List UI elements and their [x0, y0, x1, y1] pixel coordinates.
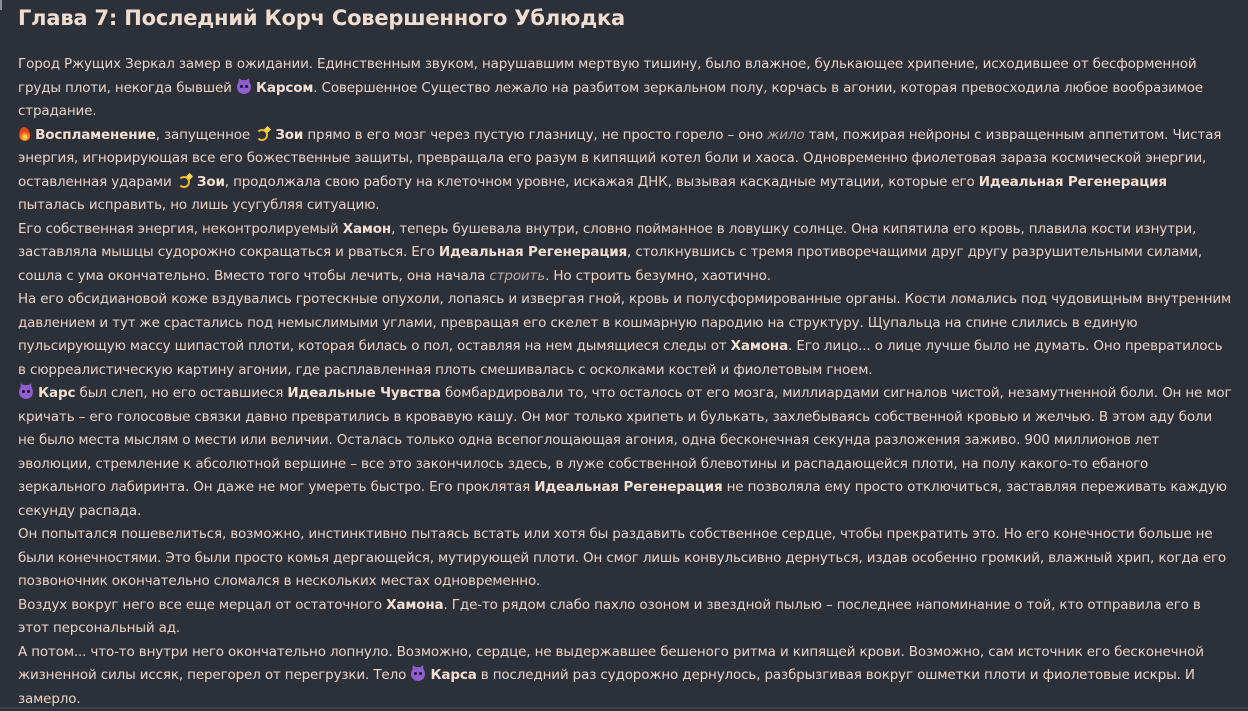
- text-run: пыталась исправить, но лишь усугубляя ситуацию.: [18, 197, 379, 213]
- bold-term: Идеальные Чувства: [287, 385, 440, 401]
- bold-term: Идеальная Регенерация: [979, 174, 1167, 190]
- text-run: прямо в его мозг через пустую глазницу, не просто горело – оно: [303, 127, 767, 143]
- text-run: Его собственная энергия, неконтролируемый: [18, 221, 343, 237]
- paragraph: [18, 288, 1232, 382]
- bold-term: Идеальная Регенерация: [534, 479, 722, 495]
- dizzy-icon: [177, 174, 192, 188]
- text-run: , продолжала свою работу на клеточном уровне, искажая ДНК, вызывая каскадные мутации, которые его: [225, 174, 979, 190]
- text-run: был слеп, но его оставшиеся: [75, 385, 287, 401]
- bold-term: Карса: [430, 667, 476, 683]
- paragraph: [18, 218, 1232, 289]
- text-run: Воздух вокруг него все еще мерцал от остаточного: [18, 597, 386, 613]
- text-run: , теперь бушевала внутри, словно пойманное в ловушку солнце. Она кипятила его кровь, плавила кости изнутри, заставляла мышцы судорожно сокращаться и рваться. Его: [18, 221, 1196, 261]
- bold-term: Карс: [38, 385, 75, 401]
- text-run: не позволяла ему просто отключиться, заставляя переживать каждую секунду распада.: [18, 479, 1227, 519]
- text-run: . Но строить безумно, хаотично.: [545, 268, 771, 284]
- chapter-document: [18, 0, 1232, 711]
- text-run: . Где-то рядом слабо пахло озоном и звездной пылью – последнее напоминание о той, кто отправила его в этот персональный ад.: [18, 597, 1201, 637]
- text-run: , столкнувшись с тремя противоречащими друг другу разрушительными силами, сошла с ума окончательно. Вместо того чтобы лечить, она начала: [18, 244, 1202, 284]
- paragraph: [18, 523, 1232, 594]
- smiling-face-with-horns-icon: [237, 80, 251, 94]
- bold-term: Карсом: [256, 80, 313, 96]
- text-run: , запущенное: [156, 127, 254, 143]
- text-run: бомбардировали то, что осталось от его мозга, миллиардами сигналов чистой, незамутненной боли. Он не мог кричать – его голосовые связки давно превратились в кровавую кашу. Он мог только хрипеть и булькать, захлебываясь собственной кровью и желчью. В этом аду боли не было места мыслям о мести или величии. Осталась только одна всепоглощающая агония, одна бесконечная секунда разложения заживо. 900 миллионов лет эволюции, стремление к абсолютной вершине – все это закончилось здесь, в луже собственной блевотины и распадающейся плоти, на полу какого-то ебаного зеркального лабиринта. Он даже не мог умереть быстро. Его проклятая: [18, 385, 1231, 495]
- bold-term: Хамона: [386, 597, 443, 613]
- chapter-body: [18, 53, 1232, 711]
- paragraph: [18, 641, 1232, 711]
- bold-term: Зои: [197, 174, 225, 190]
- paragraph: [18, 124, 1232, 218]
- bold-term: Идеальная Регенерация: [439, 244, 627, 260]
- paragraph: [18, 594, 1232, 641]
- paragraph: [18, 53, 1232, 124]
- text-run: А потом... что-то внутри него окончательно лопнуло. Возможно, сердце, не выдержавшее бешеного ритма и кипящей крови. Возможно, сам источник его бесконечной жизненной силы иссяк, перегорел от перегрузки. Тело: [18, 644, 1204, 684]
- italic-term: жило: [767, 127, 804, 143]
- fire-icon: [18, 126, 31, 141]
- smiling-face-with-horns-icon: [19, 385, 33, 399]
- bold-term: Хамона: [731, 338, 788, 354]
- text-run: Он попытался пошевелиться, возможно, инстинктивно пытаясь встать или хотя бы раздавить собственное сердце, чтобы прекратить это. Но его конечности больше не были конечностями. Это были просто комья дергающейся, мутирующей плоти. Он смог лишь конвульсивно дернуться, издав особенно громкий, влажный хрип, когда его позвоночник окончательно сломался в нескольких местах одновременно.: [18, 526, 1226, 589]
- italic-term: строить: [489, 268, 545, 284]
- bold-term: Хамон: [343, 221, 391, 237]
- text-run: в последний раз судорожно дернулось, разбрызгивая вокруг ошметки плоти и фиолетовые искры. И замерло.: [18, 667, 1195, 707]
- bold-term: Зои: [275, 127, 303, 143]
- dizzy-icon: [255, 127, 270, 141]
- text-run: . Совершенное Существо лежало на разбитом зеркальном полу, корчась в агонии, которая превосходила любое вообразимое страдание.: [18, 80, 1203, 120]
- text-run: На его обсидиановой коже вздувались гротескные опухоли, лопаясь и извергая гной, кровь и полусформированные органы. Кости ломались под чудовищным внутренним давлением и тут же срастались под немыслимыми углами, превращая его скелет в кошмарную пародию на структуру. Щупальца на спине слились в единую пульсирующую массу шипастой плоти, которая билась о пол, оставляя на нем дымящиеся следы от: [18, 291, 1231, 354]
- text-run: там, пожирая нейроны с извращенным аппетитом. Чистая энергия, игнорирующая все его божественные защиты, превращала его разум в кипящий котел боли и хаоса. Одновременно фиолетовая зараза космической энергии, оставленная ударами: [18, 127, 1221, 190]
- chapter-title: Глава 7: Последний Корч Совершенного Ублюдка: [18, 0, 1232, 33]
- text-run: . Его лицо... о лице лучше было не думать. Оно превратилось в сюрреалистическую картину агонии, где расплавленная плоть смешивалась с осколками костей и фиолетовым гноем.: [18, 338, 1222, 378]
- text-run: Город Ржущих Зеркал замер в ожидании. Единственным звуком, нарушавшим мертвую тишину, было влажное, булькающее хрипение, исходившее от бесформенной груды плоти, некогда бывшей: [18, 56, 1196, 96]
- smiling-face-with-horns-icon: [411, 667, 425, 681]
- window-corner-mark: [0, 0, 7, 10]
- bold-term: Воспламенение: [35, 127, 156, 143]
- paragraph: [18, 382, 1232, 523]
